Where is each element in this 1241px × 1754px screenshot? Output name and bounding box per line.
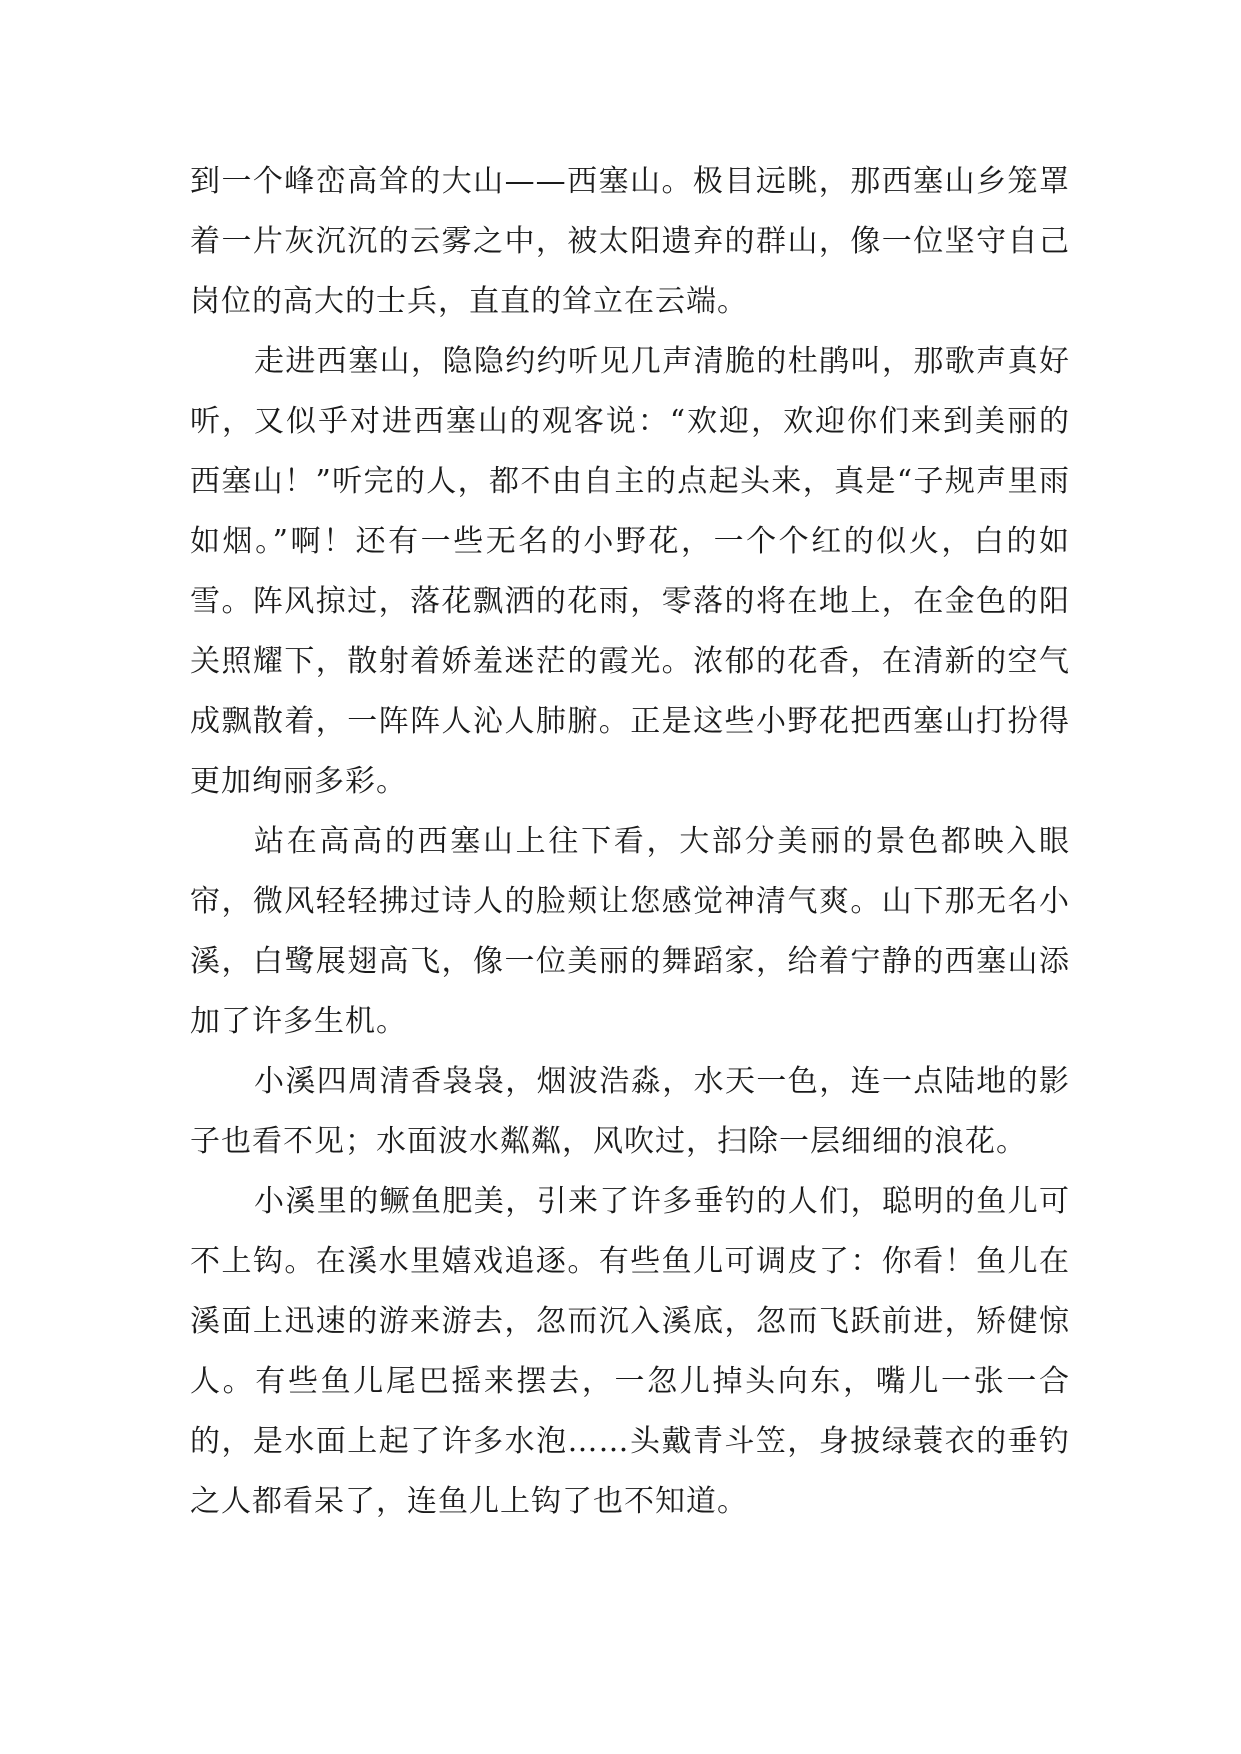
paragraph-2: 走进西塞山，隐隐约约听见几声清脆的杜鹃叫，那歌声真好听，又似乎对进西塞山的观客说：“欢迎，欢迎你们来到美丽的西塞山！”听完的人，都不由自主的点起头来，真是“子规声里雨如烟。”啊！还有一些无名的小野花，一个个红的似火，白的如雪。阵风掠过，落花飘洒的花雨，零落的将在地上，在金色的阳关照耀下，散射着娇羞迷茫的霞光。浓郁的花香，在清新的空气成飘散着，一阵阵人沁人肺腑。正是这些小野花把西塞山打扮得更加绚丽多彩。 [190,344,1070,799]
paragraph-5: 小溪里的鳜鱼肥美，引来了许多垂钓的人们，聪明的鱼儿可不上钩。在溪水里嬉戏追逐。有些鱼儿可调皮了：你看！鱼儿在溪面上迅速的游来游去，忽而沉入溪底，忽而飞跃前进，矫健惊人。有些鱼儿尾巴摇来摆去，一忽儿掉头向东，嘴儿一张一合的，是水面上起了许多水泡……头戴青斗笠，身披绿蓑衣的垂钓之人都看呆了，连鱼儿上钩了也不知道。 [190,1184,1070,1519]
paragraph-4: 小溪四周清香袅袅，烟波浩淼，水天一色，连一点陆地的影子也看不见；水面波水粼粼，风吹过，扫除一层细细的浪花。 [190,1064,1070,1159]
document-body [190,152,1070,1532]
paragraph-1: 到一个峰峦高耸的大山——西塞山。极目远眺，那西塞山乡笼罩着一片灰沉沉的云雾之中，被太阳遗弃的群山，像一位坚守自己岗位的高大的士兵，直直的耸立在云端。 [190,164,1070,319]
paragraph-3: 站在高高的西塞山上往下看，大部分美丽的景色都映入眼帘，微风轻轻拂过诗人的脸颊让您感觉神清气爽。山下那无名小溪，白鹭展翅高飞，像一位美丽的舞蹈家，给着宁静的西塞山添加了许多生机。 [190,824,1070,1039]
